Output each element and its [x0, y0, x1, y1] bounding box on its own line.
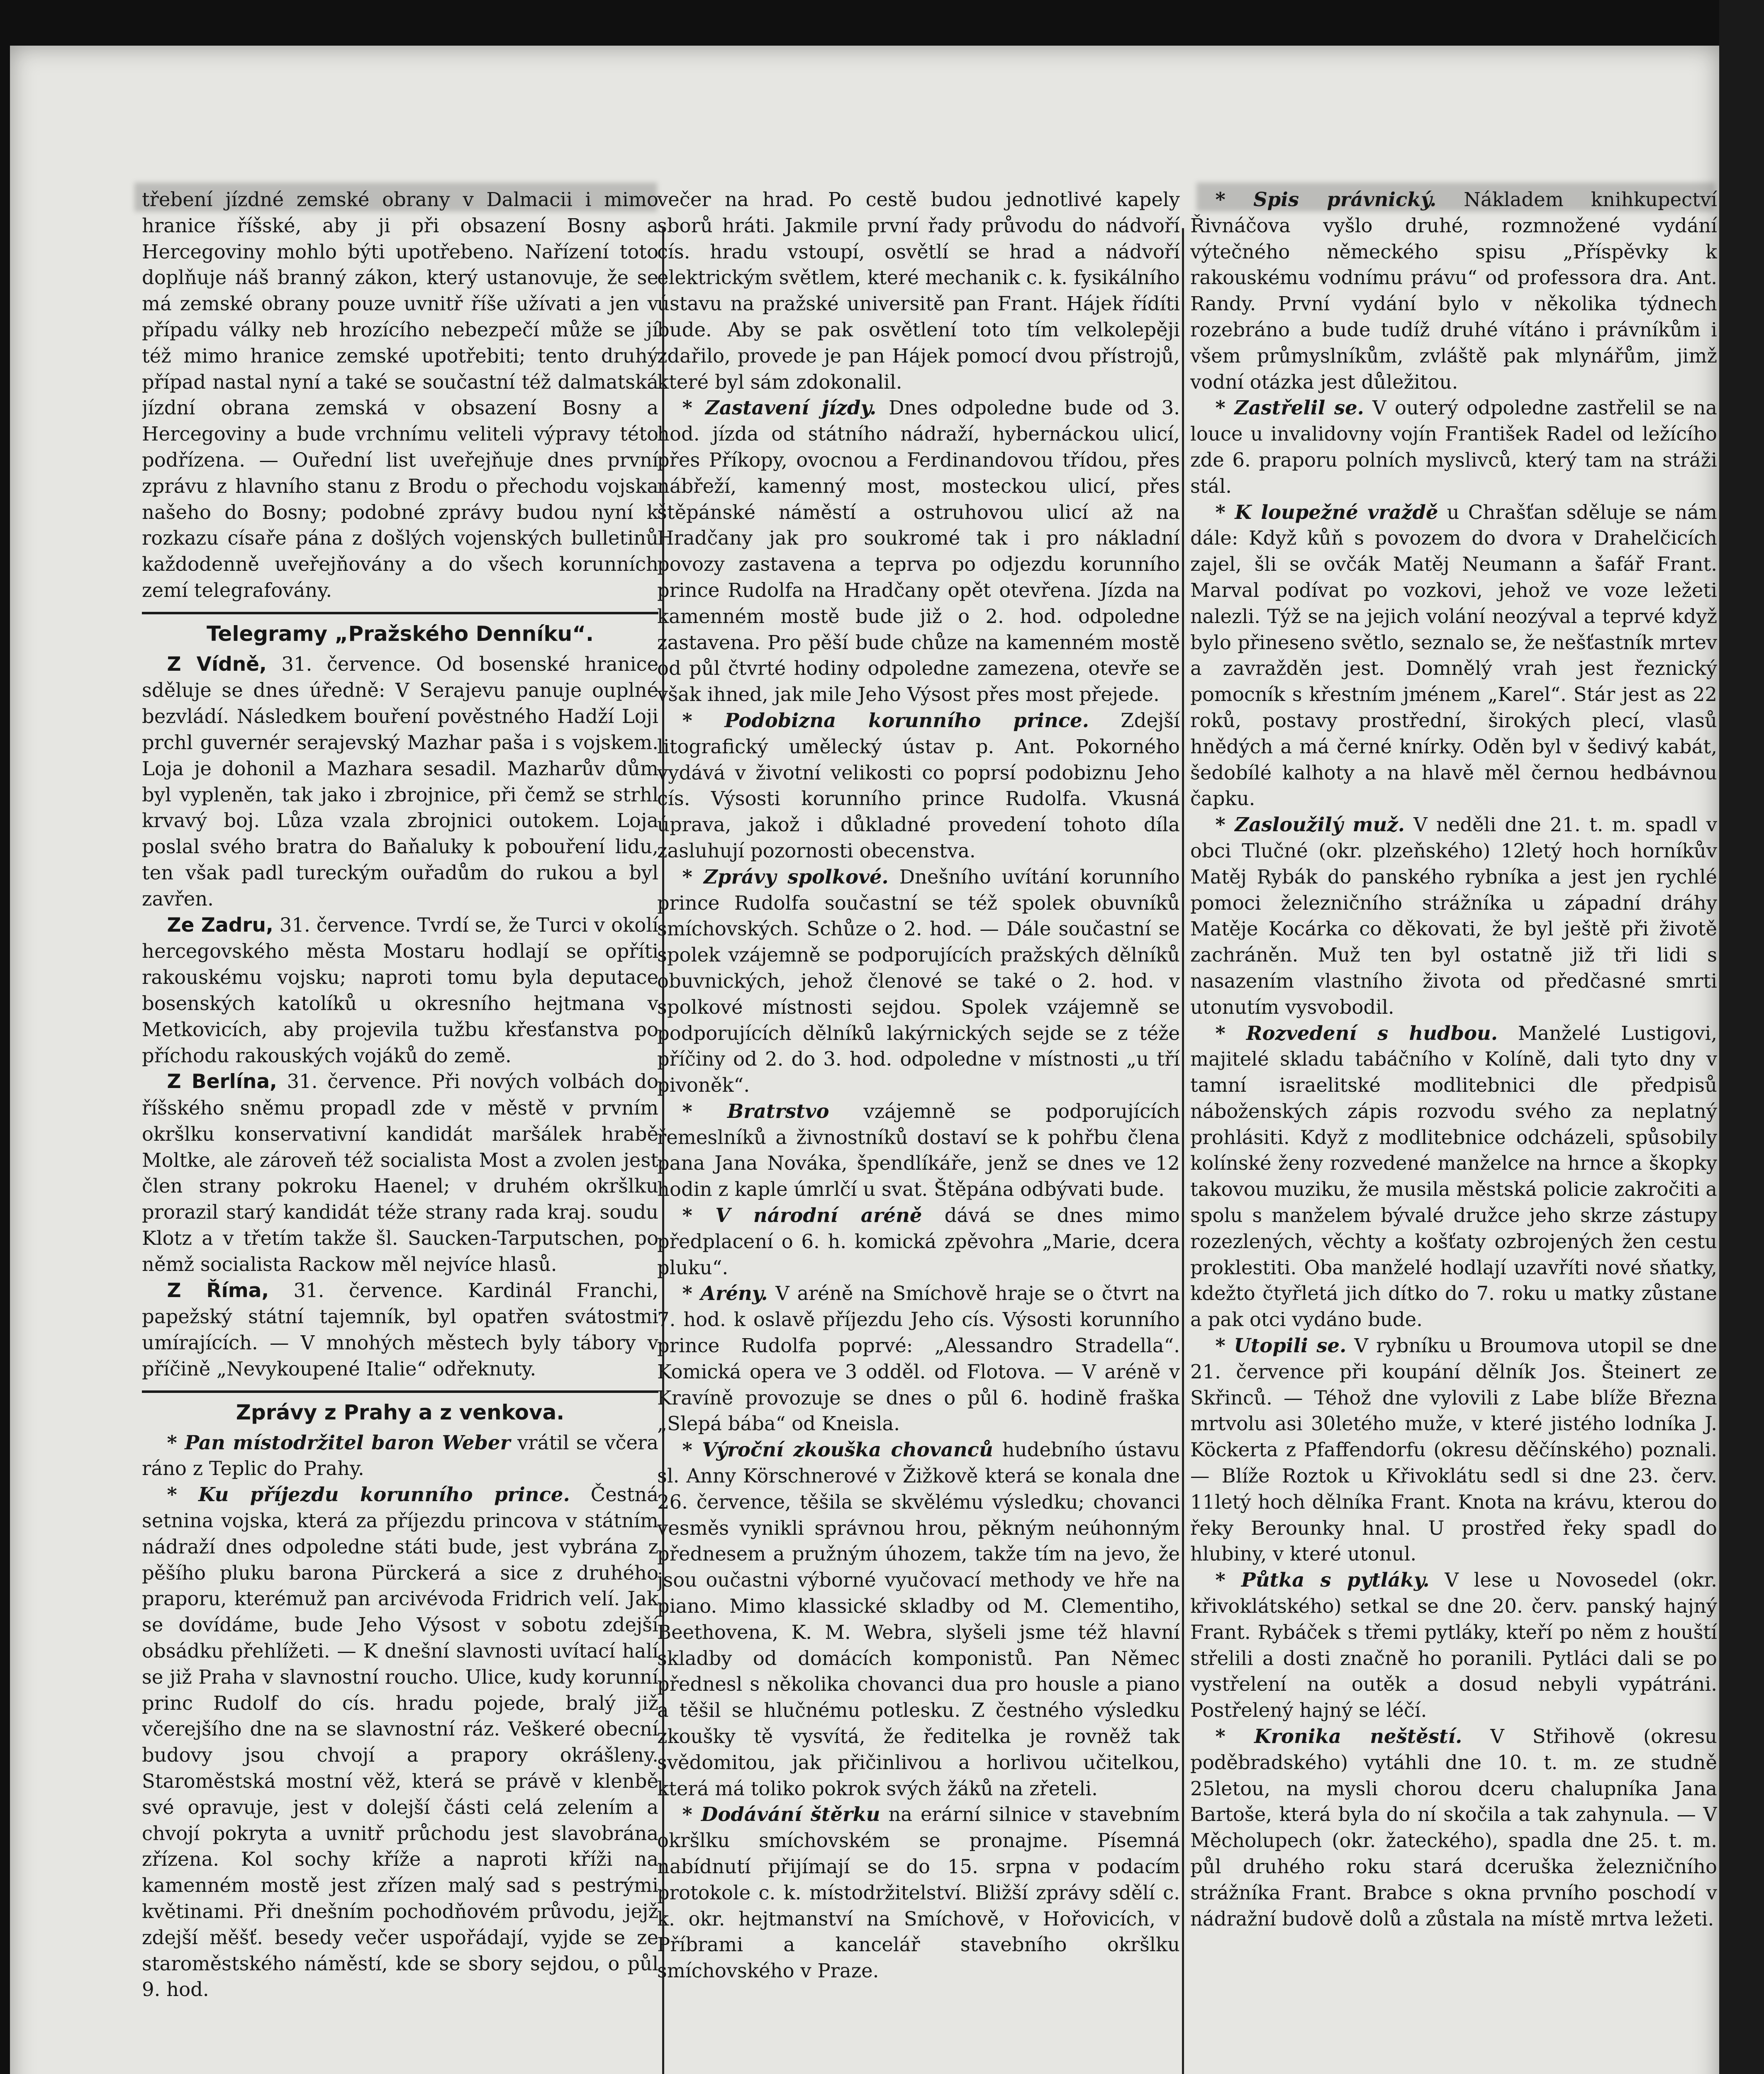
article-paragraph [657, 1203, 1180, 1280]
article-kicker: * Arény. [682, 1282, 768, 1305]
paragraph-text: u Chrašťan sděluje se nám dále: Když kůň s povozem do dvora v Drahelčicích zajel, šli se ovčák Matěj Neumann a šafář Frant. Marval podívat po vozkovi, jehož ve voze ležeti nalezli. Týž se na jejich volání neozýval a teprvé když bylo přineseno světlo, seznalo se, že nešťastník mrtev a zavražděn jest. Domnělý vrah jest řeznický pomocník s křestním jménem „Karel“. Stár jest as 22 roků, postavy prostřední, širokých plecí, vlasů hnědých a má černé knírky. Oděn byl v šedivý kabát, šedobílé kalhoty a na hlavě měl černou hedbávnou čapku. [1190, 501, 1717, 810]
article-kicker: * Podobizna korunního prince. [682, 708, 1089, 732]
paragraph-text: vrátil se včera ráno z Teplic do Prahy. [142, 1431, 658, 1480]
paragraph-text: V Střihově (okresu poděbradského) vytáhli dne 10. t. m. ze studně 25letou, na mysli chorou dceru chalupníka Jana Bartoše, která byla do ní skočila a tak zahynula. — V Měcholupech (okr. žateckého), spadla dne 25. t. m. půl druhého roku stará dceruška železničního strážníka Frant. Brabce s okna prvního poschodí v nádražní budově dolů a zůstala na místě mrtva ležeti. [1190, 1725, 1717, 1930]
article-paragraph [1190, 1723, 1717, 1932]
dateline: Z Říma, [167, 1279, 269, 1302]
article-paragraph [657, 187, 1180, 395]
paragraph-text: večer na hrad. Po cestě budou jednotlivé kapely sborů hráti. Jakmile první řady průvodu do nádvoří cís. hradu vstoupí, osvětlí se hrad a nádvoří elektrickým světlem, které mechanik c. k. fysikálního ústavu na pražské universitě pan Frant. Hájek řídíti bude. Aby se pak osvětlení toto tím velkolepěji zdařilo, provede je pan Hájek pomocí dvou přístrojů, které byl sám zdokonalil. [657, 188, 1180, 393]
article-paragraph [1190, 812, 1717, 1020]
column-2 [657, 187, 1180, 2074]
paragraph-text: Čestná setnina vojska, která za příjezdu princova v státním nádraží dnes odpoledne státi bude, jest vybrána z pěšího pluku barona Pürckerá a sice z druhého praporu, kterémuž pan arcivévoda Fridrich velí. Jak se dovídáme, bude Jeho Výsost v sobotu zdejší obsádku přehlížeti. — K dnešní slavnosti uvítací halí se již Praha v slavnostní roucho. Ulice, kudy korunní princ Rudolf do cís. hradu pojede, bralý již včerejšího dne na se slavnostní ráz. Veškeré obecní budovy jsou chvojí a prapory okrášleny. Staroměstská mostní věž, která se právě v klenbě své opravuje, jest v dolejší části celá zelením a chvojí pokryta a uvnitř průchodu jest slavobrána zřízena. Kol sochy kříže a naproti kříži na kamenném mostě jest zřízen malý sad s pestrými květinami. Při dnešním pochodňovém průvodu, jejž zdejší měšť. besedy večer uspořádají, vyjde se ze staroměstského náměstí, kde se sbory sejdou, o půl 9. hod. [142, 1483, 658, 2001]
paragraph-text: Dnes odpoledne bude od 3. hod. jízda od státního nádraží, hybernáckou ulicí, přes Příkopy, ovocnou a Ferdinandovou třídou, přes nábřeží, kamenný most, mosteckou ulicí, přes štěpánské náměstí a ostruhovou ulicí až na Hradčany jak pro soukromé tak i pro nákladní povozy zastavena a teprva po odjezdu korunního prince Rudolfa na Hradčany opět otevřena. Jízda na kamenném mostě bude již o 2. hod. odpoledne zastavena. Pro pěší bude chůze na kamenném mostě od půl čtvrté hodiny odpoledne zamezena, otevře se však ihned, jak mile Jeho Výsost přes most přejede. [657, 397, 1180, 706]
article-kicker: * Výroční zkouška chovanců [682, 1438, 993, 1461]
article-kicker: * Spis právnický. [1215, 188, 1437, 211]
paragraph-text: dává se dnes mimo předplacení o 6. h. komická zpěvohra „Marie, dcera pluku“. [657, 1204, 1180, 1279]
article-paragraph [142, 1482, 658, 2003]
article-paragraph [657, 1801, 1180, 1984]
section-rule [142, 612, 658, 614]
article-kicker: * Kronika neštěstí. [1215, 1725, 1462, 1748]
article-paragraph [1190, 1567, 1717, 1723]
paragraph-text: 31. července. Kardinál Franchi, papežský státní tajemník, byl opatřen svátostmi umírajících. — V mnohých městech byly tábory v příčině „Nevykoupené Italie“ odřeknuty. [142, 1279, 658, 1380]
article-kicker: * Zprávy spolkové. [682, 865, 889, 888]
paragraph-text: Dnešního uvítání korunního prince Rudolfa součastní se též spolek obuvníků smíchovských. Schůze o 2. hod. — Dále součastní se spolek vzájemně se podporujících pražských dělníků obuvnických, jehož členové se také o 2. hod. v spolkové místnosti sejdou. Spolek vzájemně se podporujících dělníků lakýrnických sejde se z téže příčiny od 2. do 3. hod. odpoledne v místnosti „u tří pivoněk“. [657, 865, 1180, 1097]
article-kicker: * Dodávání štěrku [682, 1803, 880, 1826]
paragraph-text: vzájemně se podporujících řemeslníků a živnostníků dostaví se k pohřbu člena pana Jana Nováka, špendlíkáře, jenž se dnes ve 12 hodin z kaple úmrlčí u svat. Štěpána odbývati bude. [657, 1100, 1180, 1201]
article-paragraph [142, 912, 658, 1069]
article-paragraph [1190, 395, 1717, 499]
paragraph-text: na erární silnice v stavebním okršlku smíchovském se pronajme. Písemná nabídnutí přijímají se do 15. srpna v podacím protokole c. k. místodržitelství. Bližší zprávy sdělí c. k. okr. hejtmanství na Smíchově, v Hořovicích, v Příbrami a kancelář stavebního okršlku smíchovského v Praze. [657, 1803, 1180, 1982]
paragraph-text: V lese u Novosedel (okr. křivoklátského) setkal se dne 20. červ. panský hajný Frant. Rybáček s třemi pytláky, kteří po něm z houští střelili a dosti značně ho poranili. Pytláci dali se po vystřelení na outěk a dosud nebyli vypátráni. Postřelený hajný se léčí. [1190, 1569, 1717, 1722]
paragraph-text: 31. července. Tvrdí se, že Turci v okolí hercegovského města Mostaru hodlají se opříti rakouskému vojsku; naproti tomu byla deputace bosenských katolíků u okresního hejtmana v Metkovicích, aby projevila tužbu křesťanstva po příchodu rakouských vojáků do země. [142, 913, 658, 1067]
article-paragraph [1190, 499, 1717, 812]
article-kicker: * V národní aréně [682, 1204, 922, 1227]
article-kicker: * Pan místodržitel baron Weber [167, 1431, 511, 1454]
section-heading: Telegramy „Pražského Denníku“. [206, 621, 594, 646]
article-paragraph [1190, 187, 1717, 395]
article-paragraph [657, 1437, 1180, 1801]
article-kicker: * Zastřelil se. [1215, 396, 1364, 419]
article-kicker: * Bratrstvo [682, 1099, 829, 1122]
article-paragraph [142, 1278, 658, 1382]
dateline: Z Berlína, [167, 1070, 277, 1093]
article-paragraph [657, 395, 1180, 708]
article-kicker: * Ku příjezdu korunního prince. [167, 1483, 570, 1506]
dateline: Ze Zadru, [167, 913, 273, 937]
section-heading: Zprávy z Prahy a z venkova. [236, 1400, 565, 1424]
column-1 [142, 187, 658, 2074]
dateline: Z Vídně, [167, 652, 267, 676]
article-kicker: * Půtka s pytláky. [1215, 1568, 1430, 1592]
article-kicker: * K loupežné vraždě [1215, 500, 1438, 523]
paragraph-text: V outerý odpoledne zastřelil se na louce u invalidovny vojín František Radel od ležícího zde 6. praporu polních myslivců, který tam na stráži stál. [1190, 397, 1717, 497]
paragraph-text: hudebního ústavu sl. Anny Körschnerové v Žižkově která se konala dne 26. července, těšila se skvělému výsledku; chovanci vesměs vynikli správnou hrou, pěkným neúhonným přednesem a pružným úhozem, takže tím na jevo, že jsou oučastni výborné vyučovací methody ve hře na piano. Mimo klassické skladby od M. Clementiho, Beethovena, K. M. Webra, slyšeli jsme též hlavní skladby od domácích komponistů. Pan Němec přednesl s několika chovanci dua pro housle a piano a těšil se hlučnému potlesku. Z čestného výsledku zkoušky tě vysvítá, že ředitelka je rovněž tak svědomitou, jak přičinlivou a horlivou učitelkou, která má toliko pokrok svých žáků na zřeteli. [657, 1439, 1180, 1800]
paragraph-text: Nákladem knihkupectví Řivnáčova vyšlo druhé, rozmnožené vydání výtečného německého spisu „Příspěvky k rakouskému vodnímu právu“ od professora dra. Ant. Randy. První vydání bylo v několika týdnech rozebráno a bude tudíž druhé vítáno i právníkům i všem průmyslníkům, zvláště pak mlynářům, jimž vodní otázka jest důležitou. [1190, 188, 1717, 393]
paragraph-text: Zdejší litografický umělecký ústav p. Ant. Pokorného vydává v životní velikosti co poprsí podobiznu Jeho cís. Výsosti korunního prince Rudolfa. Vkusná úprava, jakož i důkladné provedení tohoto díla zasluhují pozornosti obecenstva. [657, 709, 1180, 862]
article-paragraph [657, 708, 1180, 864]
paragraph-text: V neděli dne 21. t. m. spadl v obci Tlučné (okr. plzeňského) 12letý hoch horníkův Matěj Rybák do panského rybníka a jest jen rychlé pomoci železničního strážníka u západní dráhy Matěje Kocárka co děkovati, že byl ještě při životě zachráněn. Muž ten byl ostatně již tři lidi s nasazením vlastního života od předčasné smrti utonutím vysvobodil. [1190, 813, 1717, 1018]
paragraph-text: V rybníku u Broumova utopil se dne 21. července při koupání dělník Jos. Šteinert ze Skřinců. — Téhož dne vylovili z Labe blíže Března mrtvolu asi 30letého muže, v které jistého lodníka J. Köckerta z Pfaffendorfu (okresu děčínského) poznali. — Blíže Roztok u Křivoklátu sedl si dne 23. červ. 11letý hoch dělníka Frant. Knota na krávu, kterou do řeky Berounky hnal. U prostřed řeky spadl do hlubiny, v které utonul. [1190, 1334, 1717, 1565]
paragraph-text: třebení jízdné zemské obrany v Dalmacii i mimo hranice říšské, aby ji při obsazení Bosny a Hercegoviny mohlo býti upotřebeno. Nařízení toto doplňuje náš branný zákon, který ustanovuje, že se má zemské obrany pouze uvnitř říše užívati a jen v případu války neb hrozícího nebezpečí může se jí též mimo hranice zemské upotřebiti; tento druhý případ nastal nyní a také se součastní též dalmatská jízdní obrana zemská v obsazení Bosny a Hercegoviny a bude vrchnímu veliteli výpravy této podřízena. — Ouřední list uveřejňuje dnes první zprávu z hlavního stanu z Brodu o přechodu vojska našeho do Bosny; podobné zprávy budou nyní k rozkazu císaře pána z došlých vojenských bulletinů každodenně uveřejňovány a do všech korunních zemí telegrafovány. [142, 188, 658, 601]
article-kicker: * Utopili se. [1215, 1334, 1347, 1357]
scan-edge-band [1719, 0, 1764, 2074]
paragraph-text: Manželé Lustigovi, majitelé skladu tabáčního v Kolíně, dali tyto dny v tamní israelitské modlitebnici dle předpisů náboženských zápis rozvodu svého za neplatný prohlásiti. Když z modlitebnice odcházeli, spůsobily kolínské ženy rozvedené manželce na hrnce a škopky takovou muziku, že musila městská policie zakročiti a spolu s manželem bývalé družce jeho skrze zástupy rozezlených, věchty a košťaty ozbrojených žen cestu proklestiti. Oba manželé hodlají uzavříti nové sňatky, kdežto čtyřletá jich dítko do 7. roku u matky zůstane a pak otci vydáno bude. [1190, 1022, 1717, 1331]
article-paragraph [142, 187, 658, 604]
column-rule [1182, 228, 1184, 2074]
article-paragraph [657, 864, 1180, 1098]
paragraph-text: 31. července. Při nových volbách do říšského sněmu propadl zde v městě v prvním okršlku konservativní kandidát maršálek hrabě Moltke, ale zároveň též socialista Most a zvolen jest člen strany pokroku Haenel; v druhém okršlku prorazil starý kandidát téže strany rada kraj. soudu Klotz a v třetím takže šl. Saucken-Tarputschen, po němž socialista Rackow měl nejvíce hlasů. [142, 1070, 658, 1276]
paragraph-text: V aréně na Smíchově hraje se o čtvrt na 7. hod. k oslavě příjezdu Jeho cís. Výsosti korunního prince Rudolfa poprvé: „Alessandro Stradella“. Komická opera ve 3 odděl. od Flotova. — V aréně v Kravíně provozuje se dnes o půl 6. hodině fraška „Slepá bába“ od Kneisla. [657, 1282, 1180, 1435]
article-paragraph [142, 1430, 658, 1482]
article-paragraph [142, 651, 658, 912]
article-kicker: * Zastavení jízdy. [682, 396, 877, 419]
section-rule [142, 1390, 658, 1393]
column-3 [1190, 187, 1717, 2074]
newspaper-page [10, 46, 1719, 2074]
article-paragraph [1190, 1333, 1717, 1567]
paragraph-text: 31. července. Od bosenské hranice sděluje se dnes úředně: V Serajevu panuje ouplné bezvládí. Následkem bouření pověstného Hadží Loji prchl guvernér serajevský Mazhar paša i s vojskem. Loja je dohonil a Mazhara sesadil. Mazharův dům byl vypleněn, tak jako i zbrojnice, při čemž se strhl krvavý boj. Lůza vzala zbrojnici outokem. Loja poslal svého bratra do Baňaluky k pobouření lidu, ten však padl tureckým ouřadům do rukou a byl zavřen. [142, 652, 658, 910]
article-paragraph [142, 1069, 658, 1277]
article-kicker: * Rozvedení s hudbou. [1215, 1021, 1498, 1044]
article-paragraph [1190, 1020, 1717, 1333]
article-kicker: * Zasloužilý muž. [1215, 813, 1405, 836]
article-paragraph [657, 1280, 1180, 1437]
article-paragraph [657, 1098, 1180, 1203]
